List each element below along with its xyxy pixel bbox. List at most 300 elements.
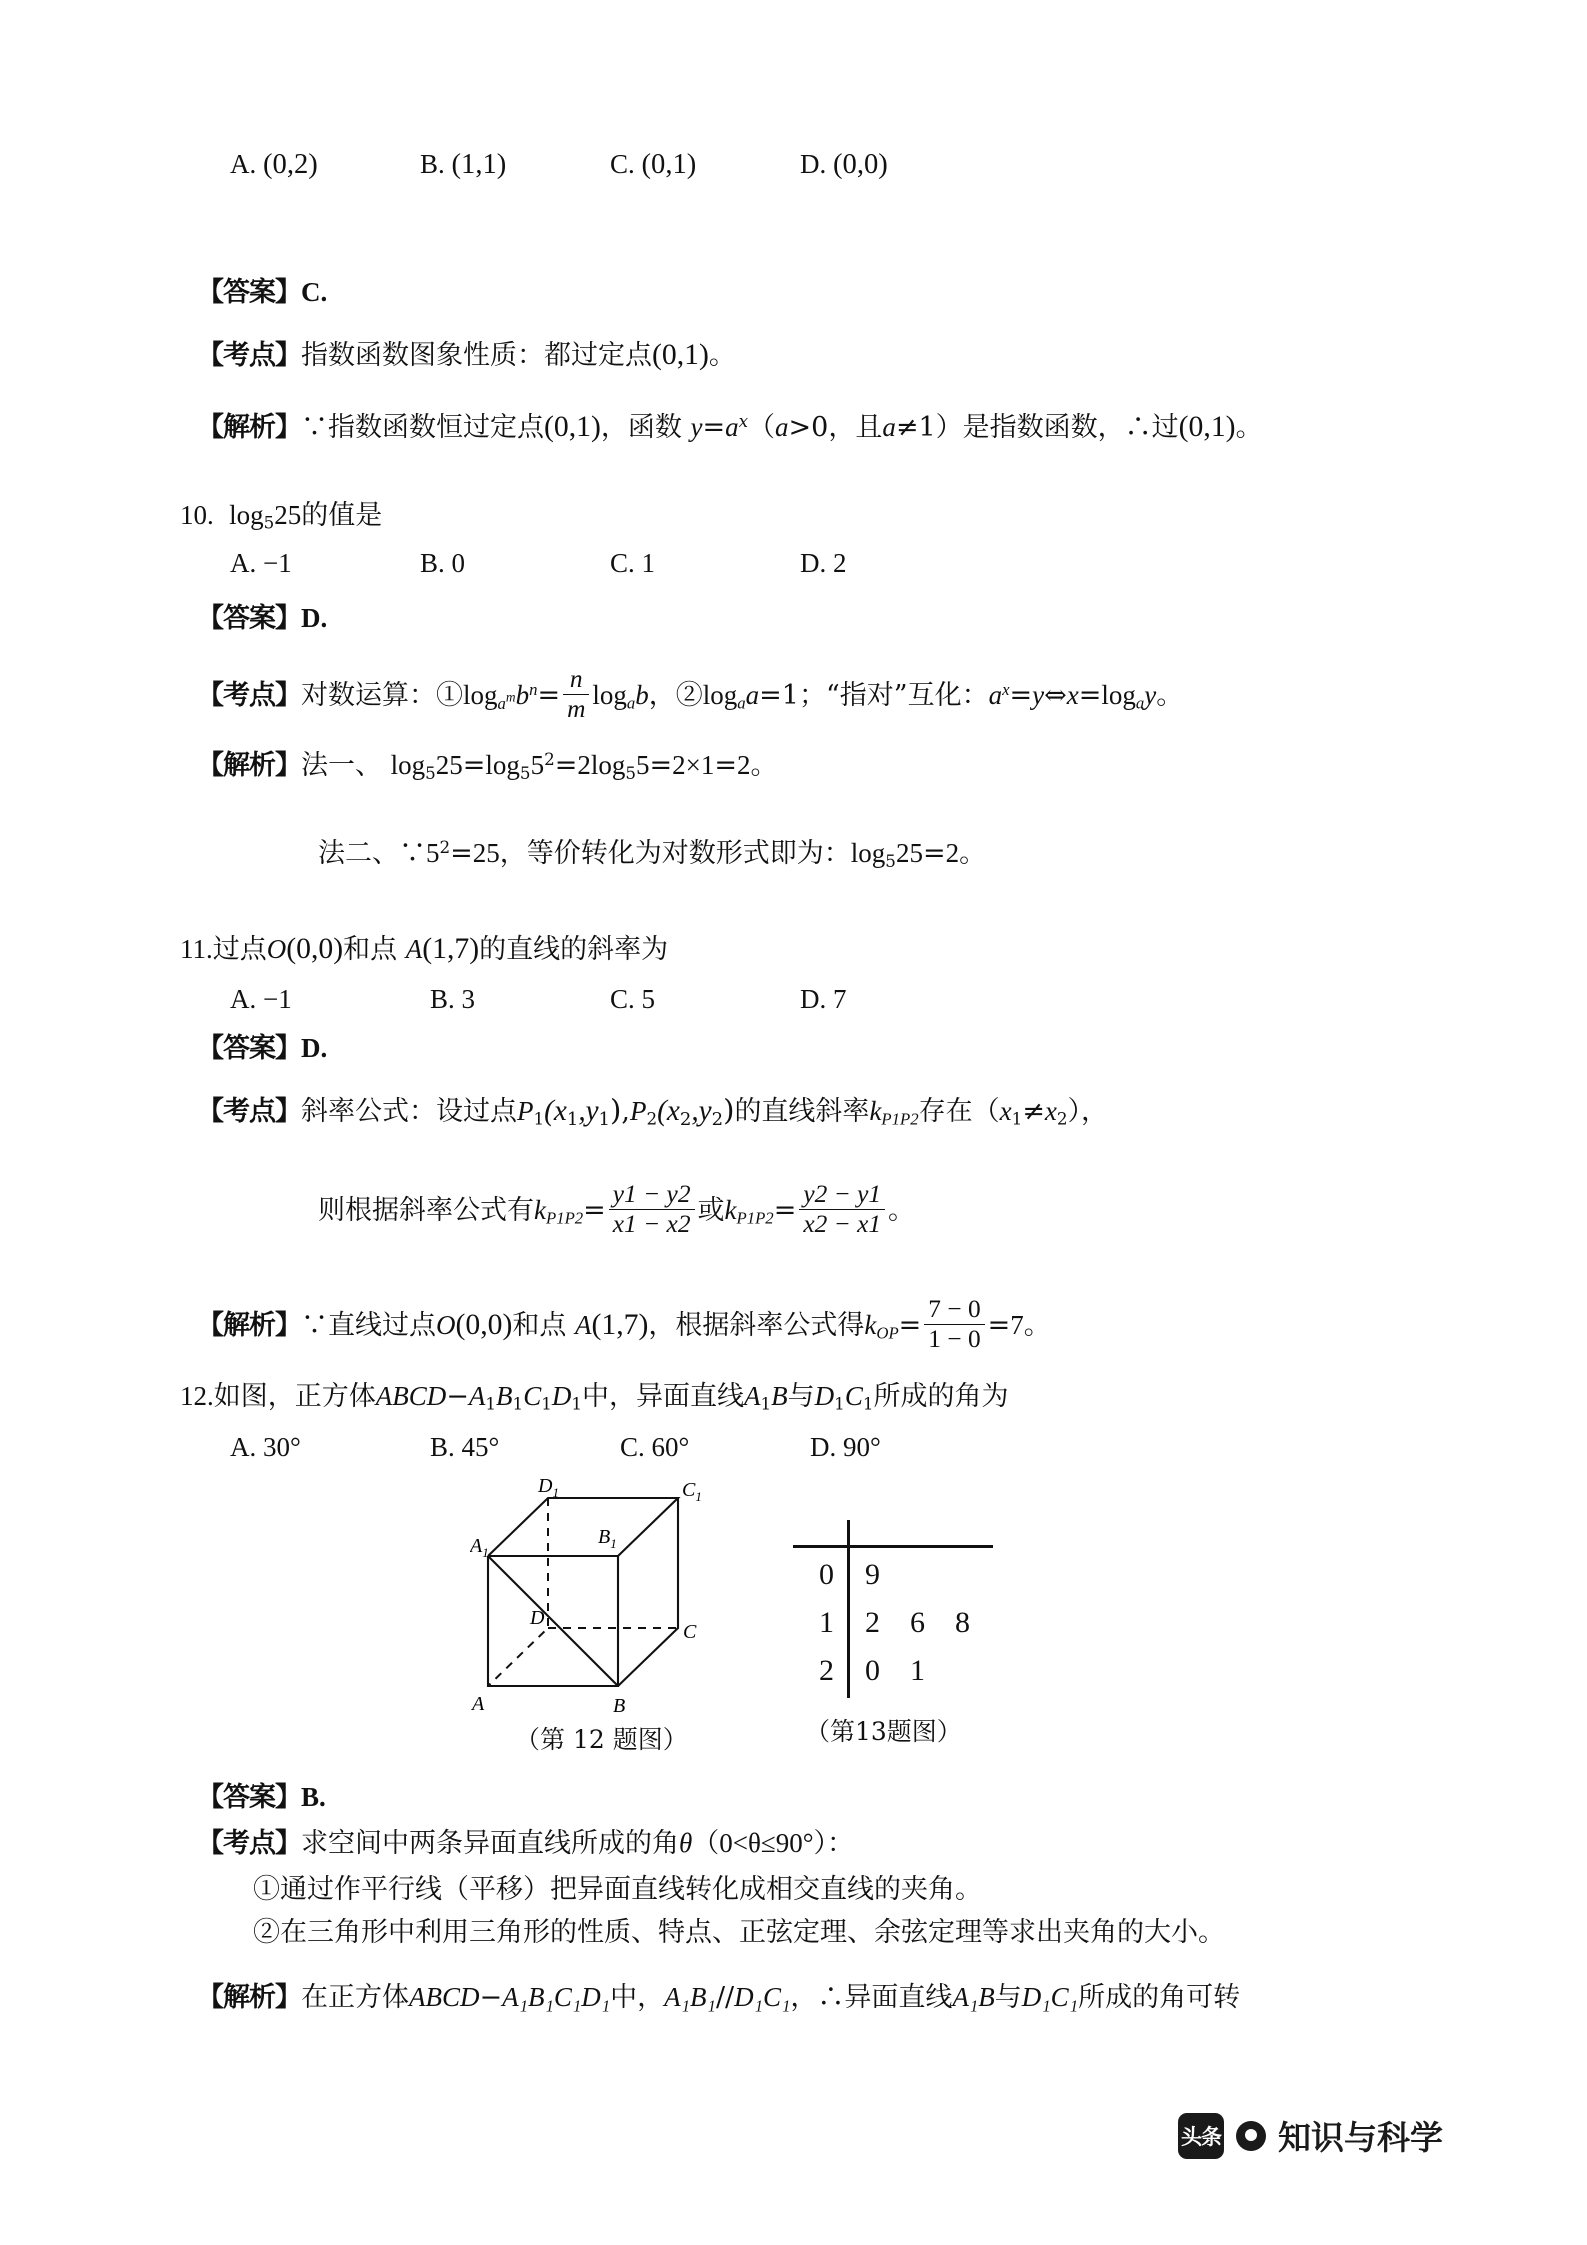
q10-option-b[interactable]	[420, 548, 465, 579]
q9-option-a-letter: A.	[230, 149, 257, 179]
q12-an-parallel-symbol: //	[715, 1982, 735, 2013]
q10-a2-log: log	[850, 838, 886, 869]
q12-option-b-value: 45°	[461, 1432, 500, 1462]
answer-label: 【答案】	[197, 603, 301, 634]
q11-an-fraction	[924, 1295, 984, 1354]
analysis-label: 【解析】	[197, 1309, 301, 1341]
q10-kp-y1: y	[1032, 679, 1045, 710]
q12-an-parallel-1: A₁B₁	[664, 1982, 716, 2012]
q12-an-e: 所成的角可转	[1078, 1982, 1241, 2013]
watermark-account-name: 知识与科学	[1278, 2118, 1443, 2157]
toutiao-badge-icon: 头条	[1178, 2113, 1224, 2159]
q9-analysis-line	[197, 410, 1263, 444]
q12-stem	[180, 1381, 1009, 1414]
q11-formula-k1-sub: P1P2	[545, 1208, 584, 1228]
q11-an-A-coords: (1,7)	[591, 1308, 649, 1341]
q10-log-arg: 25	[274, 500, 302, 530]
q11-P1-y-sub: 1	[598, 1109, 611, 1131]
q10-option-d[interactable]	[800, 548, 847, 579]
cube-label-C1: $C_1$	[682, 1479, 702, 1504]
q11-stem-a: 过点	[212, 934, 267, 965]
stemleaf-figure	[805, 1500, 1025, 1715]
q12-an-cube: ABCD	[409, 1982, 480, 2012]
q11-formula-eq2: =	[773, 1194, 797, 1226]
q9-analysis-ne: ≠	[895, 412, 919, 443]
q11-stem-c: 的直线的斜率为	[479, 934, 669, 965]
q12-dash: −	[446, 1381, 469, 1412]
cube-label-C: C	[683, 1621, 697, 1643]
q11-stem-b: 和点	[343, 934, 398, 965]
q10-option-a-value: −1	[263, 548, 292, 578]
q9-option-c-value: (0,1)	[641, 148, 697, 180]
q12-option-b-letter: B.	[430, 1432, 455, 1462]
q11-P2-y: ,y	[691, 1095, 712, 1127]
q12-option-a-letter: A.	[230, 1432, 257, 1462]
q12-A1-sub: 1	[485, 1393, 497, 1414]
q11-k: k	[869, 1096, 882, 1126]
analysis-label: 【解析】	[197, 1982, 301, 2013]
q11-an-end: 。	[1023, 1309, 1051, 1341]
q11-formula-or: 或	[697, 1194, 725, 1226]
q12-D1-sub: 1	[571, 1393, 583, 1414]
q11-P2-sub: 2	[646, 1108, 658, 1129]
q10-a1-exp: 2	[544, 749, 555, 769]
q12-line1-A: A	[744, 1381, 761, 1411]
q12-B1-sub: 1	[512, 1393, 524, 1414]
q10-kp-eq3: =	[1009, 679, 1033, 711]
q10-method-1-label: 法一、	[301, 750, 382, 782]
q12-B1: B	[496, 1381, 513, 1411]
q11-formula-k2-sub: P1P2	[736, 1208, 774, 1228]
q11-an-A: A	[574, 1309, 592, 1340]
q11-P2-close: )	[723, 1093, 735, 1127]
q11-option-a[interactable]	[230, 984, 292, 1015]
q9-analysis-g: 。	[1235, 412, 1263, 443]
q11-an-b: 和点	[512, 1309, 567, 1341]
q11-an-O-coords: (0,0)	[455, 1308, 513, 1341]
q11-x2: x	[1044, 1096, 1057, 1126]
q9-analysis-zero: 0	[811, 412, 829, 443]
q12-answer-line	[197, 1782, 326, 1813]
q12-stem-c: 与	[787, 1381, 815, 1412]
q10-kp-comma: ，	[648, 679, 676, 711]
q12-option-c[interactable]	[620, 1432, 689, 1463]
cube-label-A1: $A_1$	[470, 1535, 489, 1560]
q10-kp-log4-base: a	[1135, 693, 1145, 713]
q11-an-k: k	[864, 1309, 877, 1340]
q12-line2-C-sub: 1	[862, 1393, 874, 1414]
q11-formula-fraction-1	[609, 1180, 695, 1239]
q12-option-c-value: 60°	[651, 1432, 690, 1462]
q10-kp-semi: ；“指对”互化：	[798, 679, 989, 711]
q10-a1-arg1: 25	[435, 750, 463, 781]
q9-option-b-letter: B.	[420, 149, 445, 179]
q10-a1-sub3: 5	[625, 762, 637, 783]
q11-option-a-letter: A.	[230, 984, 257, 1014]
q10-answer-value: D.	[301, 603, 328, 633]
q9-analysis-c: （	[748, 412, 776, 443]
q10-kp-log3: log	[702, 679, 738, 710]
q11-kp-comma: ,	[621, 1096, 631, 1127]
q12-keypoint-item-2: ②在三角形中利用三角形的性质、特点、正弦定理、余弦定理等求出夹角的大小。	[253, 1917, 1225, 1948]
q11-answer-value: D.	[301, 1033, 328, 1063]
q11-P2-x: (x	[657, 1095, 680, 1127]
q11-option-d-letter: D.	[800, 984, 827, 1014]
stemleaf-horizontal-rule	[793, 1545, 993, 1548]
q11-point-O: O	[266, 934, 287, 964]
q11-formula-k2: k	[724, 1194, 737, 1225]
q10-kp-log1-base: a	[497, 693, 506, 713]
q10-analysis-line-2	[318, 838, 986, 871]
q10-kp-log1: log	[463, 679, 498, 710]
q9-keypoint-line	[197, 338, 736, 372]
q9-option-b-value: (1,1)	[451, 148, 507, 180]
q11-formula-end: 。	[888, 1194, 916, 1226]
q10-option-c-letter: C.	[610, 548, 635, 578]
q11-kp-head: 斜率公式：设过点	[301, 1096, 517, 1127]
q12-an-line-2: D₁C₁	[1021, 1982, 1079, 2012]
q10-a2-sub: 5	[885, 850, 896, 871]
q9-keypoint-end: 。	[708, 340, 736, 371]
q11-an-O: O	[436, 1309, 456, 1340]
q10-log: log	[229, 500, 264, 530]
stemleaf-leaf: 8	[955, 1606, 970, 1639]
q10-a1-five2: 5	[636, 750, 650, 781]
q11-frac1-numerator: y1 − y2	[612, 1180, 691, 1208]
cube-label-B: B	[613, 1695, 626, 1717]
q10-answer-line	[197, 603, 327, 634]
q11-stem	[180, 932, 668, 966]
keypoint-label: 【考点】	[197, 1828, 301, 1859]
stemleaf-leaf: 2	[865, 1606, 880, 1639]
q11-an-eq: =	[898, 1309, 922, 1341]
q11-an-a: 直线过点	[328, 1309, 436, 1341]
q11-keypoint-line	[197, 1094, 1108, 1131]
keypoint-label: 【考点】	[197, 679, 301, 711]
q10-a2-val: 2	[945, 838, 960, 869]
q11-P1-x-sub: 1	[566, 1109, 579, 1131]
q12-cube-abcd: ABCD	[375, 1381, 447, 1411]
answer-label: 【答案】	[197, 1033, 301, 1064]
q10-kp-x: x	[1066, 679, 1079, 710]
q12-stem-d: 所成的角为	[873, 1381, 1009, 1412]
keypoint-label: 【考点】	[197, 340, 301, 371]
q10-log-base: 5	[263, 512, 275, 533]
q9-option-c-letter: C.	[610, 149, 635, 179]
cube-figure-caption: （第 12 题图）	[515, 1725, 688, 1754]
q10-kp-a4: a	[988, 679, 1003, 710]
keypoint-label: 【考点】	[197, 1096, 301, 1127]
q11-an-frac-numerator: 7 − 0	[928, 1295, 981, 1323]
q10-a2-arg: 25	[895, 838, 923, 869]
q10-circle-2: ②	[675, 679, 703, 711]
q10-kp-eq1: =	[537, 679, 561, 711]
q10-a1-two: 2	[577, 750, 591, 781]
q12-kp-c: ）：	[813, 1828, 855, 1859]
q10-a1-eq4: =	[714, 750, 737, 782]
q11-P1-x: (x	[544, 1095, 567, 1127]
q9-analysis-point2: (0,1)	[1178, 411, 1236, 443]
q11-option-c[interactable]	[610, 984, 655, 1015]
q11-number: 11.	[180, 934, 213, 964]
q10-a1-eq2: =	[554, 750, 578, 782]
q10-a2-exp: 2	[439, 837, 451, 857]
q12-A1: A	[468, 1381, 486, 1411]
q9-option-a[interactable]	[230, 148, 318, 181]
q11-an-value: 7	[1010, 1309, 1024, 1340]
q9-analysis-a: ∵指数函数恒过定点	[301, 412, 544, 443]
q11-option-b[interactable]	[430, 984, 475, 1015]
q11-option-d[interactable]	[800, 984, 847, 1015]
cube-label-B1: $B_1$	[598, 1526, 617, 1551]
q11-P2: P	[630, 1096, 647, 1126]
q12-option-d-value: 90°	[843, 1432, 881, 1462]
q12-an-line-1: A₁B	[952, 1982, 995, 2012]
q11-option-d-value: 7	[833, 984, 847, 1014]
q9-option-d[interactable]	[800, 148, 888, 181]
q10-a2-mid: ，等价转化为对数形式即为：	[499, 838, 851, 870]
q12-kp-theta: θ	[679, 1828, 693, 1858]
q11-an-c: ，根据斜率公式得	[648, 1309, 865, 1341]
q10-stem-tail: 的值是	[301, 500, 383, 531]
analysis-label: 【解析】	[197, 412, 301, 443]
q9-option-b[interactable]	[420, 148, 506, 181]
q10-kp-y2: y	[1144, 679, 1157, 710]
q12-answer-value: B.	[301, 1782, 326, 1812]
q10-stem	[180, 500, 382, 533]
stemleaf-figure-caption: （第13题图）	[805, 1717, 962, 1746]
q12-keypoint-item-1: ①通过作平行线（平移）把异面直线转化成相交直线的夹角。	[253, 1874, 982, 1905]
q10-option-b-letter: B.	[420, 548, 445, 578]
q12-an-b: 中，	[610, 1982, 665, 2013]
q9-analysis-a2: a	[882, 412, 896, 442]
q11-point-A: A	[405, 934, 423, 964]
q9-option-d-value: (0,0)	[833, 148, 888, 180]
stemleaf-leaf: 0	[865, 1654, 880, 1687]
q10-analysis-line-1	[197, 750, 778, 783]
q9-option-a-value: (0,2)	[263, 148, 318, 180]
q10-kp-log1-base-exp: m	[505, 689, 516, 705]
q10-a2-end: 。	[959, 838, 987, 870]
q11-option-a-value: −1	[263, 984, 292, 1014]
q9-analysis-d: ，且	[828, 412, 883, 443]
q11-option-c-letter: C.	[610, 984, 635, 1014]
q11-option-b-value: 3	[461, 984, 476, 1014]
q9-option-c[interactable]	[610, 148, 696, 181]
q10-kp-log2-base: a	[626, 693, 636, 713]
q12-an-parallel-2: D₁C₁	[734, 1982, 791, 2012]
q9-analysis-gt: >	[788, 412, 812, 443]
q11-P1-sub: 1	[533, 1108, 545, 1129]
q10-a1-eq3: =	[649, 750, 673, 782]
q11-formula-k1: k	[534, 1194, 546, 1225]
q10-a1-product: 2×1	[672, 750, 715, 781]
q11-ne: ≠	[1022, 1096, 1045, 1127]
q12-an-d: 与	[994, 1982, 1022, 2013]
q10-kp-b2: b	[635, 679, 649, 710]
q11-k-sub: P1P2	[881, 1109, 919, 1129]
q10-a1-eq1: =	[462, 750, 486, 782]
q10-a2-because: ∵	[399, 838, 426, 870]
q11-kp-tail: ），	[1067, 1096, 1109, 1127]
q10-kp-one: 1	[781, 679, 799, 711]
q10-a1-result: 2	[737, 750, 751, 781]
cube-label-D1: $D_1$	[538, 1478, 559, 1500]
q12-stem-a: 如图，正方体	[213, 1381, 376, 1412]
q10-a1-sub1: 5	[425, 762, 436, 783]
q11-point-A-coords: (1,7)	[422, 933, 480, 965]
q10-kp-end: 。	[1156, 679, 1184, 711]
answer-label: 【答案】	[197, 1782, 301, 1813]
q10-a1-log1: log	[390, 750, 426, 781]
q12-line1-A-sub: 1	[760, 1393, 772, 1414]
q10-kp-b: b	[515, 679, 530, 710]
stemleaf-leaf: 1	[910, 1654, 925, 1687]
q11-formula-head: 则根据斜率公式有	[318, 1194, 534, 1226]
q12-kp-a: 求空间中两条异面直线所成的角	[301, 1828, 679, 1859]
q9-answer-line	[197, 277, 327, 308]
q12-kp-range: 0<θ≤90°	[719, 1828, 814, 1858]
q11-P2-x-sub: 2	[679, 1109, 692, 1131]
stemleaf-stem: 0	[819, 1558, 834, 1591]
q12-an-a: 在正方体	[301, 1982, 409, 2013]
q11-an-frac-denominator: 1 − 0	[924, 1324, 984, 1354]
cube-figure	[470, 1478, 730, 1728]
stemleaf-stem: 1	[819, 1606, 834, 1639]
q11-P1-close: )	[610, 1093, 622, 1127]
q9-analysis-point1: (0,1)	[544, 411, 601, 443]
q10-option-d-letter: D.	[800, 548, 827, 578]
q10-a2-five: 5	[426, 838, 440, 869]
q11-P1-y: ,y	[578, 1095, 599, 1127]
q10-option-c-value: 1	[641, 548, 656, 578]
q11-x1: x	[999, 1096, 1012, 1126]
q11-an-because: ∵	[301, 1309, 328, 1341]
q12-kp-b: （	[692, 1828, 720, 1859]
q10-kp-iff: ⇔	[1044, 679, 1067, 711]
q12-an-c: ，∴异面直线	[790, 1982, 953, 2013]
q11-kp-exists: 存在（	[918, 1096, 1000, 1127]
account-avatar-icon	[1236, 2121, 1266, 2151]
cube-top-face	[488, 1498, 678, 1556]
q12-D1: D	[551, 1381, 572, 1411]
q11-option-c-value: 5	[641, 984, 656, 1014]
q10-kp-log3-base: a	[737, 693, 746, 713]
q10-kp-eq2: =	[759, 679, 782, 711]
q9-keypoint-point: (0,1)	[652, 339, 709, 371]
q12-number: 12.	[180, 1381, 214, 1411]
q9-option-d-letter: D.	[800, 149, 827, 179]
q10-a2-eq2: =	[922, 838, 946, 870]
q11-option-b-letter: B.	[430, 984, 455, 1014]
q12-option-d-letter: D.	[810, 1432, 837, 1462]
q12-option-c-letter: C.	[620, 1432, 645, 1462]
q10-kp-a3: a	[745, 679, 760, 710]
cube-label-A: A	[472, 1693, 485, 1715]
q10-option-c[interactable]	[610, 548, 655, 579]
q12-option-d[interactable]	[810, 1432, 881, 1463]
q9-analysis-y: y	[690, 412, 703, 442]
q10-option-a[interactable]	[230, 548, 292, 579]
q12-option-a[interactable]	[230, 1432, 301, 1463]
q10-keypoint-line	[197, 665, 1183, 724]
stemleaf-stem: 2	[819, 1654, 834, 1687]
q10-fraction-n-over-m	[563, 665, 589, 724]
q11-x1-sub: 1	[1011, 1108, 1023, 1129]
q10-frac-denominator: m	[563, 694, 589, 724]
q12-stem-b: 中，异面直线	[582, 1381, 745, 1412]
q11-an-k-sub: OP	[876, 1323, 899, 1343]
q12-C1: C	[523, 1381, 542, 1411]
q10-a1-log3: log	[590, 750, 626, 781]
q12-option-a-value: 30°	[263, 1432, 301, 1462]
q10-kp-a4-exp: x	[1002, 679, 1010, 699]
q10-option-b-value: 0	[451, 548, 466, 578]
q10-kp-log4: log	[1101, 679, 1136, 710]
q11-formula-eq1: =	[583, 1194, 606, 1226]
q11-formula-fraction-2	[799, 1180, 885, 1239]
q12-an-cube1: A₁B₁C₁D₁	[502, 1982, 611, 2012]
q11-formula-line	[318, 1180, 915, 1239]
q9-analysis-b: ，函数	[600, 412, 682, 443]
q10-a2-eq: =	[450, 838, 473, 870]
q9-analysis-a-exp: x	[738, 410, 749, 431]
q10-circle-1: ①	[436, 679, 463, 711]
answer-label: 【答案】	[197, 277, 301, 308]
q11-answer-line	[197, 1033, 327, 1064]
q11-frac2-numerator: y2 − y1	[803, 1180, 882, 1208]
q11-P2-y-sub: 2	[711, 1109, 724, 1131]
q10-option-a-letter: A.	[230, 548, 257, 578]
q10-number: 10.	[180, 500, 214, 530]
q11-kp-mid: 的直线斜率	[734, 1096, 870, 1127]
cube-label-D: D	[530, 1607, 545, 1629]
q9-analysis-a1: a	[775, 412, 789, 442]
q11-P1: P	[517, 1096, 534, 1126]
q11-analysis-line	[197, 1295, 1051, 1354]
q12-option-b[interactable]	[430, 1432, 499, 1463]
q12-line2-D-sub: 1	[834, 1393, 845, 1414]
q9-analysis-e: ）是指数函数，	[935, 412, 1125, 443]
q10-kp-b-exp: n	[529, 679, 538, 699]
q11-frac2-denominator: x2 − x1	[799, 1209, 885, 1239]
q10-a1-end: 。	[750, 750, 778, 782]
q9-analysis-a-base: a	[725, 412, 739, 442]
q12-C1-sub: 1	[541, 1393, 552, 1414]
q11-frac1-denominator: x1 − x2	[609, 1209, 695, 1239]
q9-analysis-eq: =	[702, 412, 726, 443]
q11-x2-sub: 2	[1056, 1108, 1068, 1129]
q12-line2-D: D	[814, 1381, 835, 1411]
q11-an-eq2: =	[987, 1309, 1011, 1341]
q10-keypoint-head: 对数运算：	[301, 679, 436, 711]
q9-analysis-f: ∴过	[1124, 412, 1179, 443]
q12-an-dash: −	[479, 1982, 503, 2013]
q9-answer-value: C.	[301, 277, 328, 307]
q9-keypoint-text: 指数函数图象性质：都过定点	[301, 340, 652, 371]
q9-analysis-one: 1	[918, 412, 936, 443]
q11-point-O-coords: (0,0)	[286, 933, 344, 965]
q10-method-2-label: 法二、	[318, 838, 399, 870]
q10-kp-log2: log	[592, 679, 627, 710]
stemleaf-leaf: 6	[910, 1606, 925, 1639]
q12-line1-B: B	[771, 1381, 788, 1411]
cube-svg	[470, 1478, 730, 1728]
q12-keypoint-line	[197, 1828, 854, 1859]
watermark	[1178, 2112, 1443, 2159]
q10-a1-sub2: 5	[519, 762, 531, 783]
q12-line2-C: C	[844, 1381, 863, 1411]
